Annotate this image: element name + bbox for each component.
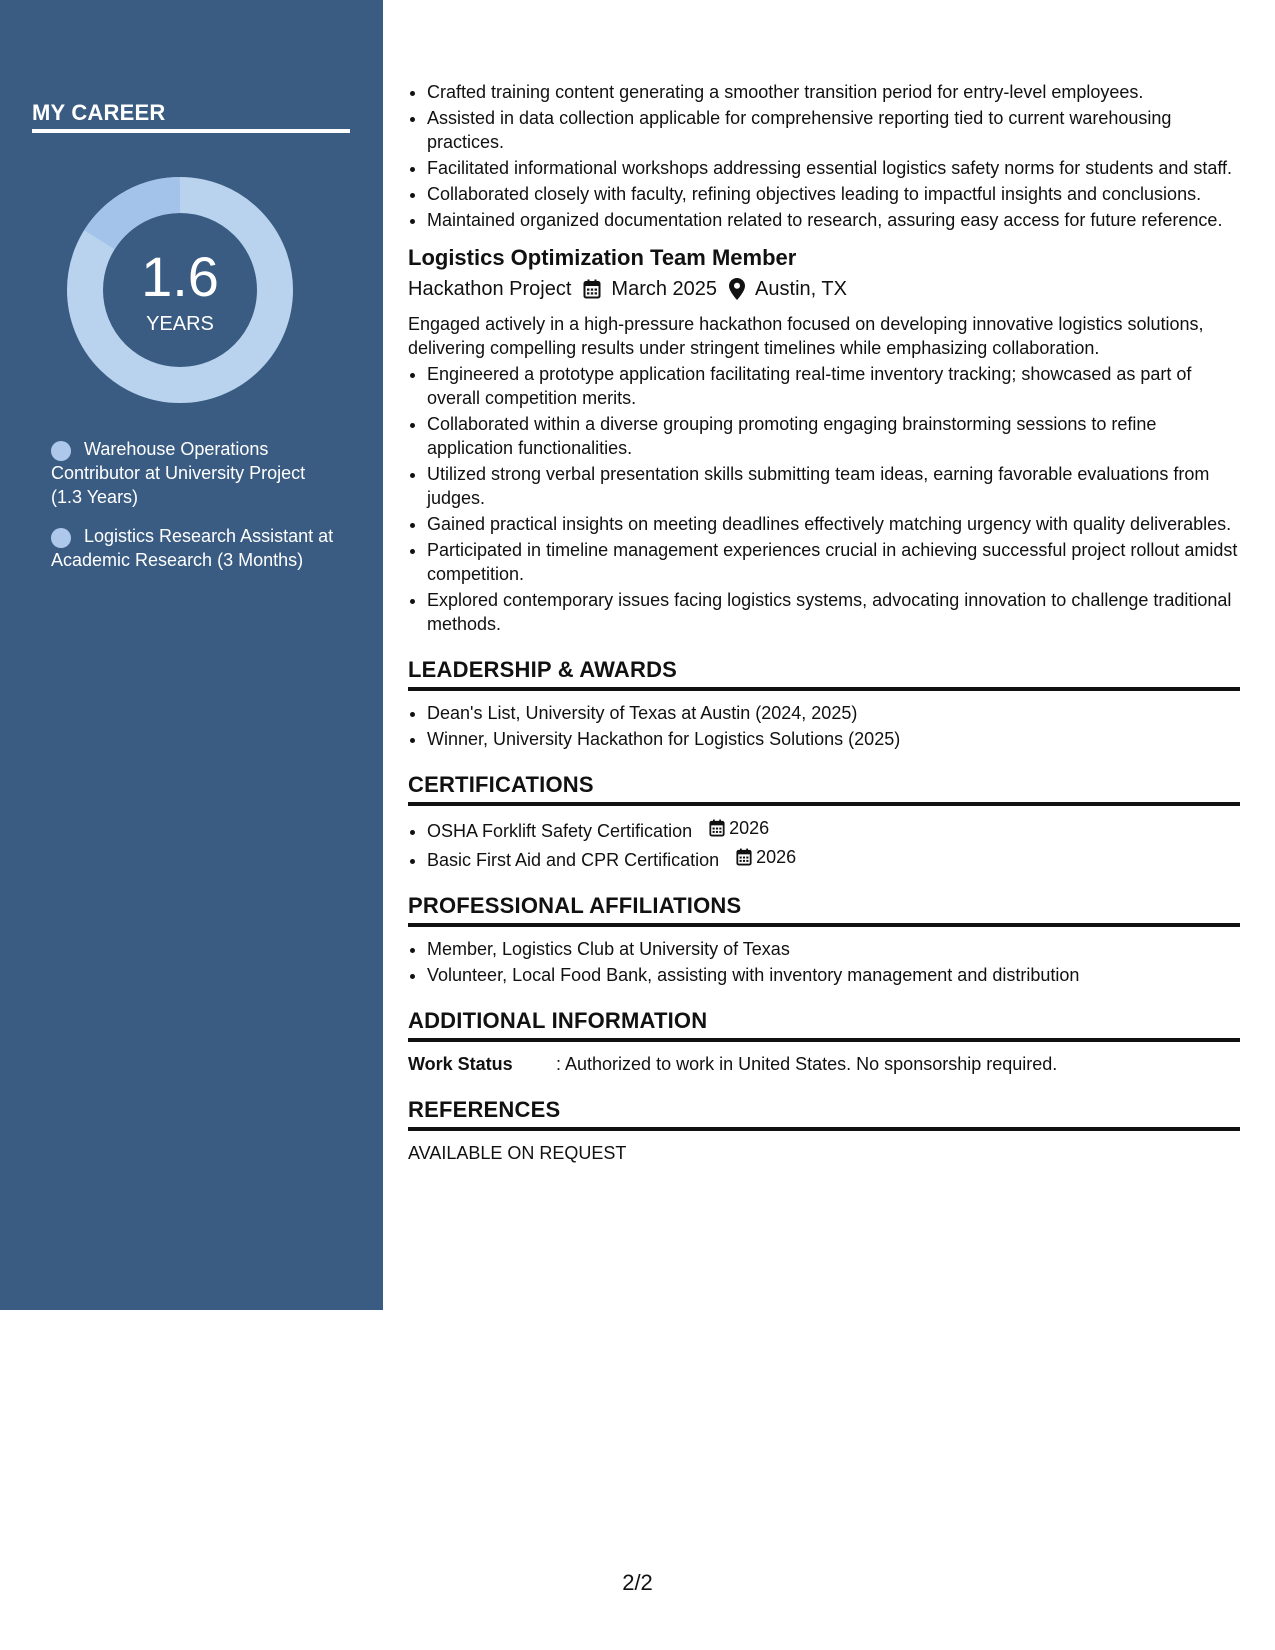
list-item: • Gained practical insights on meeting deadlines effectively matching urgency with quality deliverables. — [427, 512, 1240, 536]
list-item: • Member, Logistics Club at University of Texas — [427, 937, 1240, 961]
career-item — [51, 437, 341, 509]
career-item — [51, 524, 341, 572]
work-status-value: : Authorized to work in United States. No sponsorship required. — [556, 1054, 1058, 1074]
work-status-row — [408, 1052, 1240, 1076]
career-list — [51, 437, 341, 587]
certifications-list — [408, 816, 1240, 872]
job-location: Austin, TX — [755, 278, 847, 300]
career-item-label: Logistics Research Assistant at Academic Research (3 Months) — [51, 526, 334, 570]
donut-segment — [99, 195, 180, 240]
calendar-icon — [709, 819, 725, 837]
donut-value: 1.6 — [141, 245, 219, 308]
calendar-icon — [583, 279, 601, 299]
list-item: • Engineered a prototype application facilitating real-time inventory tracking; showcased as part of overall competition merits. — [427, 362, 1240, 410]
affiliations-list — [408, 937, 1240, 987]
list-item: • Collaborated within a diverse grouping promoting engaging brainstorming sessions to refine application functionalities. — [427, 412, 1240, 460]
job-title: Logistics Optimization Team Member — [408, 245, 797, 270]
affiliations-heading: PROFESSIONAL AFFILIATIONS — [408, 892, 1240, 927]
list-item — [427, 845, 1240, 872]
list-item: • Crafted training content generating a smoother transition period for entry-level employees. — [427, 80, 1240, 104]
career-donut-chart — [67, 177, 293, 403]
list-item: • Facilitated informational workshops addressing essential logistics safety norms for students and staff. — [427, 156, 1240, 180]
leadership-list — [408, 701, 1240, 751]
cert-date — [736, 845, 796, 869]
career-dot-icon — [51, 528, 71, 548]
location-pin-icon — [729, 278, 745, 300]
experience-bullets — [408, 80, 1240, 232]
list-item: • Explored contemporary issues facing logistics systems, advocating innovation to challenge traditional methods. — [427, 588, 1240, 636]
cert-date-value: 2026 — [729, 818, 770, 838]
list-item: • Volunteer, Local Food Bank, assisting with inventory management and distribution — [427, 963, 1240, 987]
cert-date — [709, 816, 769, 840]
career-item-label: Warehouse Operations Contributor at University Project (1.3 Years) — [51, 439, 306, 507]
career-heading: MY CAREER — [32, 100, 350, 133]
list-item — [427, 816, 1240, 843]
cert-name: OSHA Forklift Safety Certification — [427, 821, 693, 841]
page-number: 2/2 — [622, 1570, 653, 1595]
job-bullets — [408, 362, 1240, 636]
list-item: • Dean's List, University of Texas at Austin (2024, 2025) — [427, 701, 1240, 725]
cert-name: Basic First Aid and CPR Certification — [427, 850, 720, 870]
donut-unit: YEARS — [146, 313, 214, 335]
job-meta — [408, 274, 1240, 304]
calendar-icon — [736, 848, 752, 866]
additional-info-heading: ADDITIONAL INFORMATION — [408, 1007, 1240, 1042]
certifications-heading: CERTIFICATIONS — [408, 771, 1240, 806]
main-content — [408, 80, 1240, 1165]
list-item: • Maintained organized documentation related to research, assuring easy access for future reference. — [427, 208, 1240, 232]
list-item: • Winner, University Hackathon for Logistics Solutions (2025) — [427, 727, 1240, 751]
list-item: • Utilized strong verbal presentation skills submitting team ideas, earning favorable evaluations from judges. — [427, 462, 1240, 510]
list-item: • Assisted in data collection applicable for comprehensive reporting tied to current warehousing practices. — [427, 106, 1240, 154]
references-text: AVAILABLE ON REQUEST — [408, 1143, 627, 1163]
sidebar — [0, 0, 383, 1310]
list-item: • Participated in timeline management experiences crucial in achieving successful project rollout amidst competition. — [427, 538, 1240, 586]
job-company: Hackathon Project — [408, 278, 572, 300]
career-dot-icon — [51, 441, 71, 461]
work-status-label: Work Status — [408, 1054, 513, 1074]
job-description: Engaged actively in a high-pressure hackathon focused on developing innovative logistics solutions, delivering compelling results under stringent timelines while emphasizing collaboration. — [408, 314, 1204, 358]
references-heading: REFERENCES — [408, 1096, 1240, 1131]
job-date: March 2025 — [611, 278, 718, 300]
list-item: • Collaborated closely with faculty, refining objectives leading to impactful insights and conclusions. — [427, 182, 1240, 206]
cert-date-value: 2026 — [756, 847, 797, 867]
leadership-heading: LEADERSHIP & AWARDS — [408, 656, 1240, 691]
